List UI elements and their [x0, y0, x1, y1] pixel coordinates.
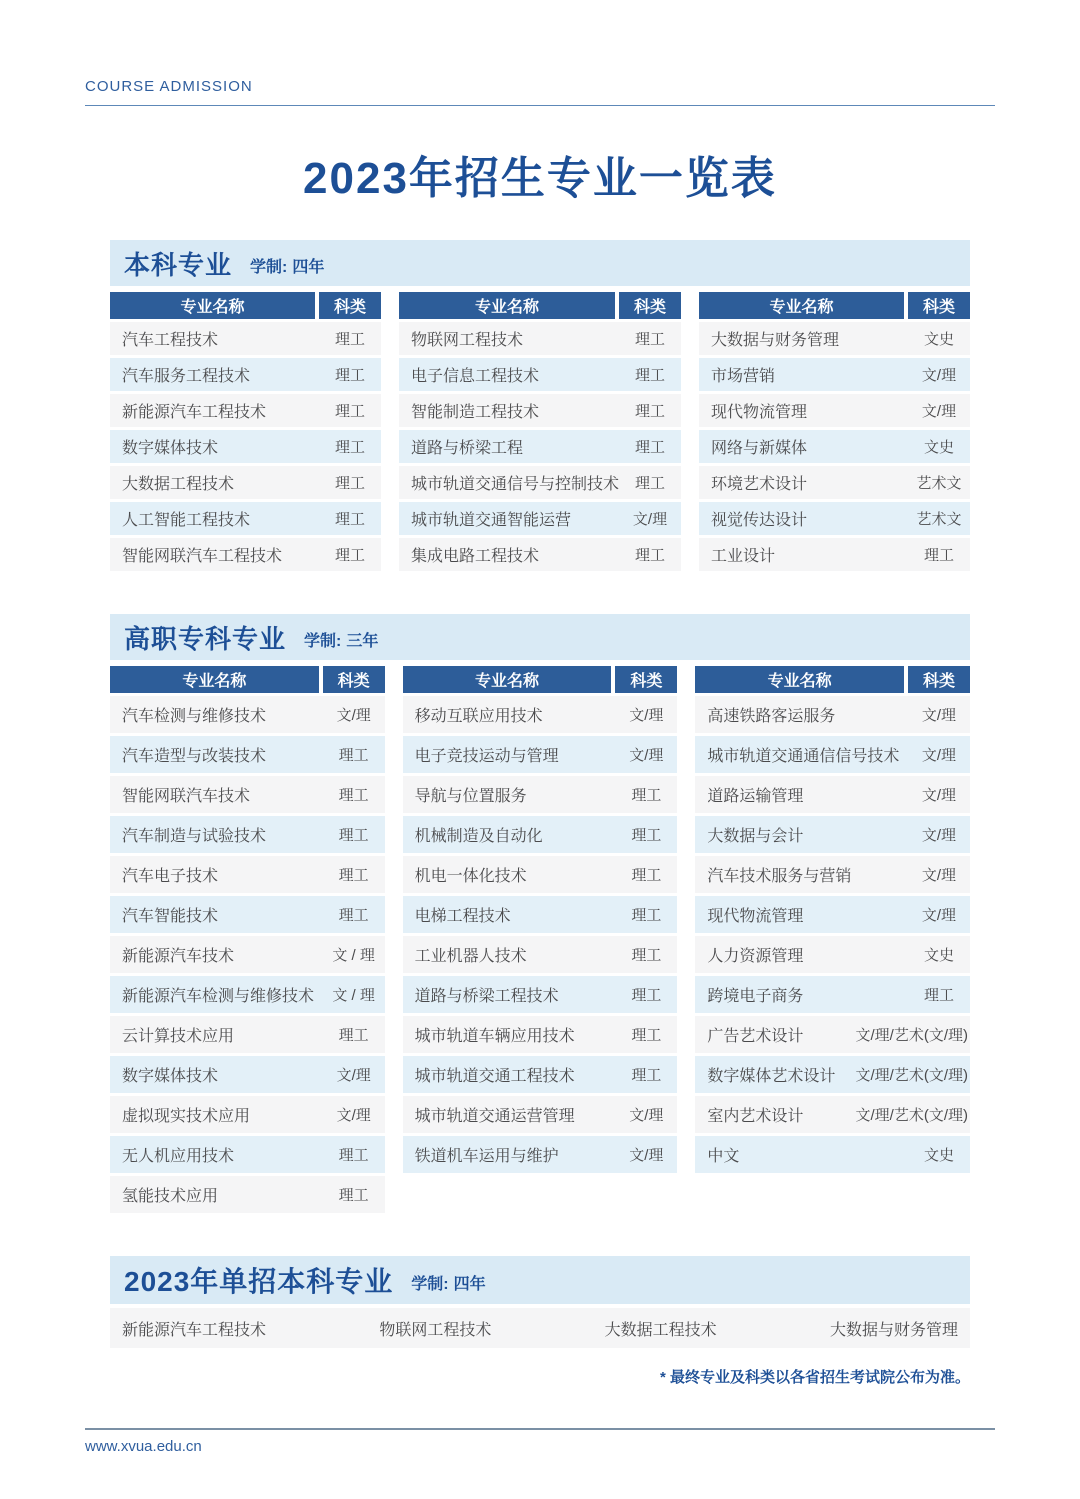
table-row — [399, 430, 681, 466]
major-name: 电梯工程技术 — [414, 908, 511, 925]
page-title: 2023年招生专业一览表 — [303, 154, 777, 203]
major-category: 理工 — [334, 511, 365, 528]
table-row — [399, 466, 681, 502]
major-category: 理工 — [631, 787, 662, 804]
major-category: 理工 — [634, 439, 665, 456]
duration — [304, 624, 378, 651]
major-name: 汽车智能技术 — [122, 908, 219, 925]
column-header-major: 专业名称 — [695, 666, 904, 693]
majors-table — [110, 292, 381, 574]
danzhao-major-name: 新能源汽车工程技术 — [122, 1321, 267, 1339]
table-row — [110, 776, 385, 816]
major-category: 文史 — [923, 1147, 954, 1164]
table-row — [699, 322, 970, 358]
table-row — [699, 394, 970, 430]
table-row — [403, 1016, 678, 1056]
major-category: 理工 — [634, 547, 665, 564]
major-category: 文/理 — [629, 747, 664, 764]
major-category: 文/理 — [336, 1107, 371, 1124]
table-row — [110, 466, 381, 502]
major-name: 物联网工程技术 — [410, 332, 523, 349]
major-name: 智能网联汽车技术 — [122, 788, 251, 805]
major-category: 理工 — [338, 747, 369, 764]
major-name: 云计算技术应用 — [122, 1028, 235, 1045]
major-name: 数字媒体技术 — [122, 440, 219, 457]
major-name: 数字媒体艺术设计 — [707, 1068, 836, 1085]
major-category: 文/理 — [629, 1107, 664, 1124]
table-header-row — [110, 292, 381, 319]
table-row — [695, 896, 970, 936]
major-category: 理工 — [338, 827, 369, 844]
table-row — [403, 696, 678, 736]
danzhao-major-name: 物联网工程技术 — [379, 1321, 492, 1339]
column-header-category: 科类 — [323, 666, 385, 693]
major-category: 理工 — [634, 475, 665, 492]
column-header-category: 科类 — [908, 292, 970, 319]
major-name: 跨境电子商务 — [707, 988, 804, 1005]
table-row — [110, 430, 381, 466]
major-name: 人力资源管理 — [707, 948, 804, 965]
danzhao-majors — [110, 1308, 970, 1348]
table-row — [699, 358, 970, 394]
sections — [110, 240, 970, 1216]
table-row — [399, 394, 681, 430]
major-category: 理工 — [634, 403, 665, 420]
major-category: 文史 — [923, 331, 954, 348]
major-category: 文/理 — [921, 367, 957, 384]
table-row — [403, 1056, 678, 1096]
major-category: 理工 — [634, 367, 665, 384]
major-category: 理工 — [338, 907, 369, 924]
major-name: 人工智能工程技术 — [122, 512, 251, 529]
major-name: 道路与桥梁工程 — [410, 440, 523, 457]
table-row — [695, 696, 970, 736]
duration — [250, 250, 324, 277]
section-title: 高职专科专业 — [124, 623, 287, 654]
major-name: 城市轨道交通工程技术 — [414, 1068, 575, 1085]
major-name: 大数据与财务管理 — [711, 332, 840, 349]
major-name: 大数据与会计 — [707, 828, 804, 845]
majors-table — [699, 292, 970, 574]
major-category: 理工 — [631, 1067, 662, 1084]
table-row — [110, 1016, 385, 1056]
major-name: 导航与位置服务 — [414, 788, 527, 805]
major-category: 文/理 — [629, 1147, 664, 1164]
major-name: 工业设计 — [711, 548, 776, 565]
table-row — [695, 976, 970, 1016]
danzhao-major-name: 大数据与财务管理 — [829, 1321, 958, 1339]
major-category: 理工 — [631, 947, 662, 964]
major-name: 大数据工程技术 — [122, 476, 235, 493]
major-category: 文/理/艺术(文/理) — [855, 1107, 968, 1124]
major-name: 城市轨道交通智能运营 — [410, 512, 571, 529]
major-name: 城市轨道交通通信信号技术 — [707, 748, 900, 765]
major-category: 理工 — [631, 987, 662, 1004]
major-name: 汽车工程技术 — [122, 332, 219, 349]
table-row — [110, 936, 385, 976]
duration — [411, 1267, 485, 1294]
header-bar — [85, 78, 995, 106]
major-name: 集成电路工程技术 — [410, 548, 539, 565]
column-header-category: 科类 — [619, 292, 681, 319]
major-category: 理工 — [631, 827, 662, 844]
table-row — [403, 1096, 678, 1136]
table-row — [110, 736, 385, 776]
major-category: 文/理 — [336, 707, 371, 724]
major-category: 文/理 — [629, 707, 664, 724]
section-title: 2023年单招本科专业 — [124, 1266, 394, 1297]
table-row — [695, 736, 970, 776]
major-category: 理工 — [631, 1027, 662, 1044]
major-category: 文/理 — [336, 1067, 371, 1084]
table-row — [110, 502, 381, 538]
footnote: * 最终专业及科类以各省招生考试院公布为准。 — [659, 1369, 970, 1386]
major-name: 城市轨道交通运营管理 — [414, 1108, 575, 1125]
major-name: 汽车服务工程技术 — [122, 368, 251, 385]
major-name: 智能网联汽车工程技术 — [122, 548, 283, 565]
major-category: 艺术文 — [916, 475, 962, 492]
major-category: 理工 — [338, 1147, 369, 1164]
column-header-major: 专业名称 — [110, 292, 315, 319]
duration-value: 三年 — [346, 632, 379, 650]
table-row — [403, 976, 678, 1016]
table-row — [110, 358, 381, 394]
majors-table — [399, 292, 681, 574]
major-name: 数字媒体技术 — [122, 1068, 219, 1085]
majors-table — [403, 666, 678, 1176]
major-category: 文/理/艺术(文/理) — [855, 1067, 968, 1084]
table-row — [699, 466, 970, 502]
table-row — [695, 816, 970, 856]
table-row — [110, 394, 381, 430]
major-name: 氢能技术应用 — [122, 1188, 219, 1205]
major-category: 理工 — [631, 907, 662, 924]
table-row — [110, 1056, 385, 1096]
section — [110, 240, 970, 574]
major-name: 新能源汽车检测与维修技术 — [122, 988, 315, 1005]
duration-value: 四年 — [453, 1275, 486, 1293]
major-name: 机械制造及自动化 — [414, 828, 543, 845]
major-category: 理工 — [334, 475, 365, 492]
major-category: 理工 — [334, 403, 365, 420]
major-category: 理工 — [923, 547, 954, 564]
major-category: 文/理 — [921, 403, 957, 420]
section-columns — [110, 666, 970, 1216]
table-row — [110, 696, 385, 736]
duration-label: 学制: — [304, 632, 342, 650]
major-category: 理工 — [334, 439, 365, 456]
major-category: 文史 — [923, 439, 954, 456]
section-title: 本科专业 — [124, 249, 233, 280]
major-name: 汽车造型与改装技术 — [122, 748, 267, 765]
major-name: 汽车制造与试验技术 — [122, 828, 267, 845]
major-category: 文/理 — [921, 747, 957, 764]
section-columns — [110, 292, 970, 574]
major-category: 文/理 — [921, 827, 957, 844]
major-name: 铁道机车运用与维护 — [414, 1148, 559, 1165]
major-category: 文 / 理 — [332, 947, 375, 964]
major-category: 文/理/艺术(文/理) — [855, 1027, 968, 1044]
major-name: 室内艺术设计 — [707, 1108, 804, 1125]
major-name: 环境艺术设计 — [711, 476, 808, 493]
table-row — [695, 856, 970, 896]
table-row — [695, 936, 970, 976]
major-category: 理工 — [334, 367, 365, 384]
table-row — [695, 776, 970, 816]
major-name: 视觉传达设计 — [711, 512, 808, 529]
major-category: 理工 — [338, 1027, 369, 1044]
major-category: 理工 — [338, 787, 369, 804]
section-banner — [110, 614, 970, 660]
table-row — [110, 1136, 385, 1176]
duration-label: 学制: — [411, 1275, 449, 1293]
table-row — [110, 538, 381, 574]
major-category: 文/理 — [921, 707, 957, 724]
duration-value: 四年 — [292, 258, 325, 276]
table-row — [403, 816, 678, 856]
table-row — [699, 430, 970, 466]
table-row — [699, 538, 970, 574]
table-row — [403, 1136, 678, 1176]
major-category: 艺术文 — [916, 511, 962, 528]
table-row — [699, 502, 970, 538]
table-row — [695, 1136, 970, 1176]
major-name: 汽车电子技术 — [122, 868, 219, 885]
major-category: 理工 — [334, 331, 365, 348]
footer — [85, 1428, 995, 1456]
table-row — [695, 1056, 970, 1096]
major-name: 城市轨道车辆应用技术 — [414, 1028, 575, 1045]
danzhao-major-name: 大数据工程技术 — [604, 1321, 717, 1339]
major-name: 电子竞技运动与管理 — [414, 748, 559, 765]
table-row — [403, 936, 678, 976]
header-eyebrow: COURSE ADMISSION — [85, 78, 253, 95]
major-name: 虚拟现实技术应用 — [122, 1108, 251, 1125]
major-category: 理工 — [334, 547, 365, 564]
section-danzhao — [110, 1256, 970, 1348]
major-name: 现代物流管理 — [707, 908, 804, 925]
table-row — [399, 538, 681, 574]
major-category: 理工 — [338, 1187, 369, 1204]
table-row — [110, 1176, 385, 1216]
table-row — [110, 976, 385, 1016]
major-name: 工业机器人技术 — [414, 948, 527, 965]
major-name: 新能源汽车技术 — [122, 948, 235, 965]
major-category: 文/理 — [632, 511, 668, 528]
major-name: 市场营销 — [711, 368, 776, 385]
major-name: 广告艺术设计 — [707, 1028, 804, 1045]
table-row — [403, 776, 678, 816]
major-name: 道路与桥梁工程技术 — [414, 988, 559, 1005]
table-row — [695, 1016, 970, 1056]
major-category: 理工 — [923, 987, 954, 1004]
column-header-major: 专业名称 — [699, 292, 904, 319]
majors-table — [110, 666, 385, 1216]
table-row — [110, 816, 385, 856]
column-header-category: 科类 — [319, 292, 381, 319]
major-name: 新能源汽车工程技术 — [122, 404, 267, 421]
major-category: 理工 — [631, 867, 662, 884]
major-category: 文/理 — [921, 787, 957, 804]
table-header-row — [110, 666, 385, 693]
major-name: 现代物流管理 — [711, 404, 808, 421]
major-category: 理工 — [634, 331, 665, 348]
duration-label: 学制: — [250, 258, 288, 276]
table-row — [110, 896, 385, 936]
column-header-major: 专业名称 — [399, 292, 615, 319]
column-header-major: 专业名称 — [110, 666, 319, 693]
table-row — [110, 1096, 385, 1136]
major-name: 道路运输管理 — [707, 788, 804, 805]
major-category: 文史 — [923, 947, 954, 964]
footer-url-link[interactable]: www.xvua.edu.cn — [85, 1438, 202, 1455]
major-category: 理工 — [338, 867, 369, 884]
major-name: 机电一体化技术 — [414, 868, 527, 885]
major-name: 中文 — [707, 1148, 740, 1165]
column-header-major: 专业名称 — [403, 666, 612, 693]
major-name: 无人机应用技术 — [122, 1148, 235, 1165]
table-row — [399, 322, 681, 358]
major-name: 汽车检测与维修技术 — [122, 708, 267, 725]
table-header-row — [699, 292, 970, 319]
table-row — [110, 856, 385, 896]
table-header-row — [695, 666, 970, 693]
major-name: 城市轨道交通信号与控制技术 — [410, 476, 619, 493]
major-name: 网络与新媒体 — [711, 440, 808, 457]
table-row — [403, 856, 678, 896]
major-name: 移动互联应用技术 — [414, 708, 543, 725]
major-category: 文 / 理 — [332, 987, 375, 1004]
danzhao-banner — [110, 1256, 970, 1304]
section-banner — [110, 240, 970, 286]
major-name: 汽车技术服务与营销 — [707, 868, 852, 885]
column-header-category: 科类 — [615, 666, 677, 693]
table-header-row — [399, 292, 681, 319]
content — [110, 240, 970, 1387]
table-row — [403, 736, 678, 776]
table-row — [695, 1096, 970, 1136]
table-row — [399, 502, 681, 538]
major-category: 文/理 — [921, 867, 957, 884]
table-row — [110, 322, 381, 358]
major-name: 电子信息工程技术 — [410, 368, 539, 385]
major-name: 高速铁路客运服务 — [707, 708, 836, 725]
major-name: 智能制造工程技术 — [410, 404, 539, 421]
table-row — [403, 896, 678, 936]
table-header-row — [403, 666, 678, 693]
majors-table — [695, 666, 970, 1176]
column-header-category: 科类 — [908, 666, 970, 693]
major-category: 文/理 — [921, 907, 957, 924]
section — [110, 614, 970, 1216]
table-row — [399, 358, 681, 394]
